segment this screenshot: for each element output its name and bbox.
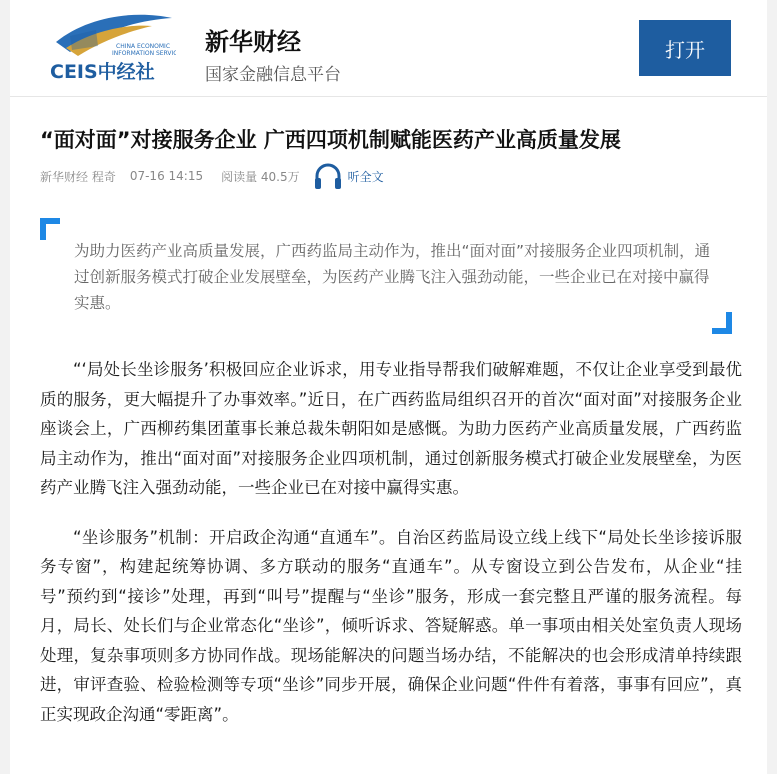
quote-open-icon bbox=[40, 218, 62, 240]
summary-text: 为助力医药产业高质量发展，广西药监局主动作为，推出“面对面”对接服务企业四项机制，通过创新服务模式打破企业发展壁垒，为医药产业腾飞注入强劲动能，一些企业已在对接中赢得实惠。 bbox=[74, 242, 711, 312]
svg-text:INFORMATION SERVICE: INFORMATION SERVICE bbox=[112, 50, 176, 57]
listen-button[interactable] bbox=[312, 160, 384, 192]
article-summary bbox=[40, 218, 732, 334]
quote-close-icon bbox=[710, 312, 732, 334]
article-source-author: 新华财经 程奇 bbox=[40, 169, 116, 184]
article-time: 07-16 14:15 bbox=[129, 169, 204, 183]
article-body bbox=[40, 355, 742, 749]
article-read-count: 阅读量 40.5万 bbox=[221, 169, 300, 184]
page bbox=[10, 0, 767, 774]
brand-subtitle: 国家金融信息平台 bbox=[205, 65, 341, 85]
app-header bbox=[10, 0, 767, 97]
headphones-icon bbox=[312, 160, 344, 192]
article-meta bbox=[40, 164, 384, 188]
article-paragraph: “坐诊服务”机制：开启政企沟通“直通车”。自治区药监局设立线上线下“局处长坐诊接诉服务专窗”，构建起统筹协调、多方联动的服务“直通车”。从专窗设立到公告发布，从企业“挂号”预约到“接诊”处理，再到“叫号”提醒与“坐诊”服务，形成一套完整且严谨的服务流程。每月，局长、处长们与企业常态化“坐诊”，倾听诉求、答疑解惑。单一事项由相关处室负责人现场处理，复杂事项则多方协同作战。现场能解决的问题当场办结，不能解决的也会形成清单持续跟进，审评查验、检验检测等专项“坐诊”同步开展，确保企业问题“件件有着落，事事有回应”，真正实现政企沟通“零距离”。 bbox=[40, 527, 742, 724]
ceis-logo[interactable] bbox=[48, 12, 176, 84]
svg-text:CHINA ECONOMIC: CHINA ECONOMIC bbox=[116, 43, 171, 50]
listen-label: 听全文 bbox=[347, 169, 384, 184]
svg-text:CEIS中经社: CEIS中经社 bbox=[50, 61, 155, 83]
logo-arc-icon bbox=[48, 12, 176, 84]
open-app-button[interactable]: 打开 bbox=[639, 20, 731, 76]
article-paragraph: “‘局处长坐诊服务’积极回应企业诉求，用专业指导帮我们破解难题，不仅让企业享受到最优质的服务，更大幅提升了办事效率。”近日，在广西药监局组织召开的首次“面对面”对接服务企业座谈会上，广西柳药集团董事长兼总裁朱朝阳如是感慨。为助力医药产业高质量发展，广西药监局主动作为，推出“面对面”对接服务企业四项机制，通过创新服务模式打破企业发展壁垒，为医药产业腾飞注入强劲动能，一些企业已在对接中赢得实惠。 bbox=[40, 360, 742, 497]
article-title: “面对面”对接服务企业 广西四项机制赋能医药产业高质量发展 bbox=[40, 128, 621, 152]
brand-name: 新华财经 bbox=[205, 28, 301, 56]
